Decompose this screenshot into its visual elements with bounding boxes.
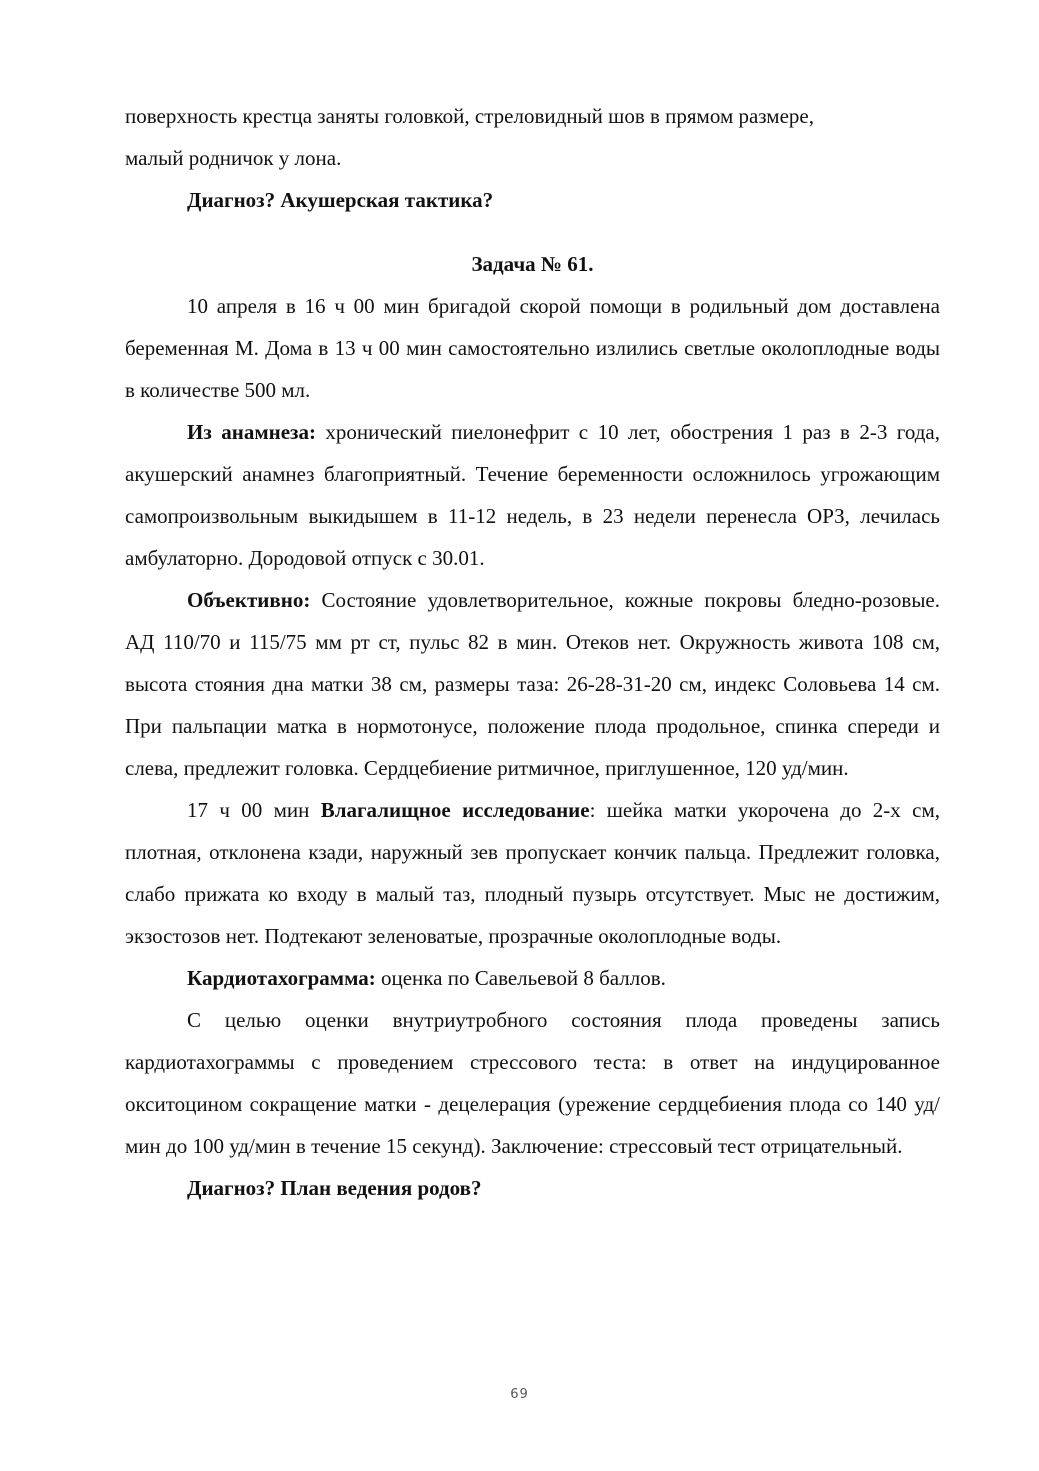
objective-paragraph bbox=[125, 579, 940, 789]
vaginal-exam-time: 17 ч 00 мин bbox=[187, 798, 321, 822]
task-question: Диагноз? План ведения родов? bbox=[187, 1176, 482, 1200]
text-column bbox=[125, 95, 940, 1209]
anamnesis-label: Из анамнеза: bbox=[187, 420, 316, 444]
objective-label: Объективно: bbox=[187, 588, 311, 612]
vaginal-exam-text: : шейка матки укорочена до 2-х см, плотная, отклонена кзади, наружный зев пропускает кончик пальца. Предлежит головка, слабо прижата ко входу в малый таз, плодный пузырь отсутствует. Мыс не достижим, экзостозов нет. Подтекают зеленоватые, прозрачные околоплодные воды. bbox=[125, 798, 940, 948]
continuation-paragraph bbox=[125, 95, 940, 179]
continuation-line-1: поверхность крестца заняты головкой, стреловидный шов в прямом размере, bbox=[125, 104, 814, 128]
previous-task-question: Диагноз? Акушерская тактика? bbox=[187, 188, 494, 212]
task-title: Задача № 61. bbox=[471, 252, 594, 276]
anamnesis-text: хронический пиелонефрит с 10 лет, обострения 1 раз в 2-3 года, акушерский анамнез благоприятный. Течение беременности осложнилось угрожающим самопроизвольным выкидышем в 11-12 недель, в 23 недели перенесла ОРЗ, лечилась амбулаторно. Дородовой отпуск с 30.01. bbox=[125, 420, 941, 570]
page-number: 69 bbox=[510, 1387, 529, 1402]
stress-test-paragraph: С целью оценки внутриутробного состояния плода проведены запись кардиотахограммы с проведением стрессового теста: в ответ на индуцированное окситоцином сокращение матки - децелерация (урежение сердцебиения плода со 140 уд/мин до 100 уд/мин в течение 15 секунд). Заключение: стрессовый тест отрицательный. bbox=[125, 1008, 940, 1158]
continuation-line-2: малый родничок у лона. bbox=[125, 146, 342, 170]
vaginal-exam-label: Влагалищное исследование bbox=[320, 798, 590, 822]
task-intro-paragraph: 10 апреля в 16 ч 00 мин бригадой скорой помощи в родильный дом доставлена беременная М. Дома в 13 ч 00 мин самостоятельно излились светлые околоплодные воды в количестве 500 мл. bbox=[125, 294, 940, 402]
vaginal-exam-paragraph bbox=[125, 789, 940, 957]
objective-text: Состояние удовлетворительное, кожные покровы бледно-розовые. АД 110/70 и 115/75 мм рт ст, пульс 82 в мин. Отеков нет. Окружность живота 108 см, высота стояния дна матки 38 см, размеры таза: 26-28-31-20 см, индекс Соловьева 14 см. При пальпации матка в нормотонусе, положение плода продольное, спинка спереди и слева, предлежит головка. Сердцебиение ритмичное, приглушенное, 120 уд/мин. bbox=[125, 588, 940, 780]
ctg-label: Кардиотахограмма: bbox=[187, 966, 376, 990]
ctg-text: оценка по Савельевой 8 баллов. bbox=[375, 966, 666, 990]
anamnesis-paragraph bbox=[125, 411, 940, 579]
ctg-paragraph bbox=[125, 957, 940, 999]
